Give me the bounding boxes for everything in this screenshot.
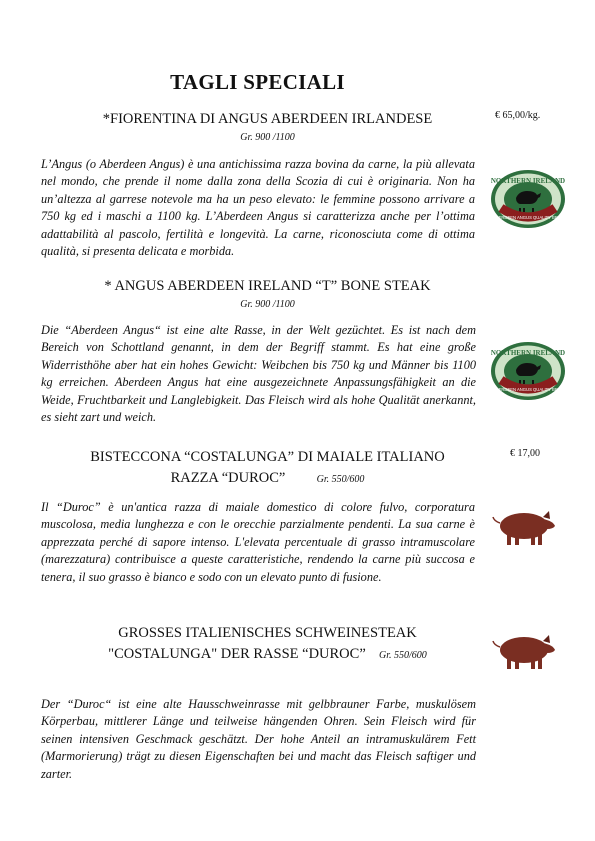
logo-text-top: NORTHERN IRELAND [490,177,566,185]
section-2-description: Die “Aberdeen Angus“ ist eine alte Rasse, in der Welt gezüchtet. Es ist nach dem Bereich von Schottland genannt, in dem der Begriff stammt. Es hat eine große Widerristhöhe aber hat ein hohes Gewicht: Weibchen bis 750 kg und Männer bis 1100 kg erreichen. Aberdeen Angus hat eine ausgezeichnete Anpassungsfähigkeit an die Weide, Fruchtbarkeit und Langlebigkeit. Das Fleisch wird als hohe Qualität anerkannt, es sieht zart und weich. [41,323,476,425]
northern-ireland-angus-logo [489,168,567,230]
section-4-heading-line2-text: "COSTALUNGA" DER RASSE “DUROC” [108,646,366,662]
section-1-weight: Gr. 900 /1100 [240,132,295,143]
section-1-heading: *FIORENTINA DI ANGUS ABERDEEN IRLANDESE [102,111,433,127]
section-1-price: € 65,00/kg. [495,110,541,121]
section-3-description: Il “Duroc” è un'antica razza di maiale domestico di colore fulvo, corporatura muscolosa, media lunghezza e con le orecchie parzialmente pendenti. La sua carne è apprezzata perché di sapore intenso. L'elevata percentuale di grasso intramuscolare (marezzatura) contribuisce a queste caratteristiche, rendendo la carne più succosa e tenera, il suo grasso è bianco e sodo con un elevato punto di fusione. [41,500,475,584]
logo-text-bottom: ABERDEEN ANGUS QUALITY BEEF [493,387,563,392]
section-1-description: L’Angus (o Aberdeen Angus) è una antichissima razza bovina da carne, la più allevata nel mondo, che prende il nome dalla zona della Scozia di cui è originaria. Non ha un’altezza al garrese notevole ma ha un peso elevato: le femmine possono arrivare a 750 kg ed i maschi a 1100 kg. L’Aberdeen Angus si caratterizza anche per l’ottima adattabilità al pascolo, fertilità e longevità. La carne, riconosciuta come di ottima qualità, si presenta delicata e morbida. [41,157,475,259]
section-2-heading: * ANGUS ABERDEEN IRELAND “T” BONE STEAK [104,278,431,294]
section-4-description: Der “Duroc“ ist eine alte Hausschweinrasse mit gelbbrauner Farbe, muskulösem Körperbau, mittlerer Länge und teilweise hängenden Ohren. Sein Fleisch wird für seinen intensiven Geschmack geschätzt. Der hohe Anteil an intramuskulärem Fett (Marmorierung) trägt zu diesen Eigenschaften bei und macht das Fleisch saftiger und zarter. [41,697,476,781]
section-4-heading-line1: GROSSES ITALIENISCHES SCHWEINESTEAK [118,625,417,641]
section-3-heading-line1: BISTECCONA “COSTALUNGA” DI MAIALE ITALIANO [90,449,445,465]
logo-text-top: NORTHERN IRELAND [490,349,566,357]
section-3-heading-line2-text: RAZZA “DUROC” [170,470,286,486]
section-3-weight: Gr. 550/600 [316,474,365,485]
section-3-price: € 17,00 [510,448,540,459]
section-2-weight: Gr. 900 /1100 [240,299,295,310]
duroc-pig-icon [491,630,557,672]
section-4-heading-line2 [40,643,495,667]
page-title: TAGLI SPECIALI [170,70,345,94]
northern-ireland-angus-logo [489,340,567,402]
logo-text-bottom: ABERDEEN ANGUS QUALITY BEEF [493,215,563,220]
section-4-weight: Gr. 550/600 [379,650,427,661]
section-3-heading-line2 [40,467,495,491]
duroc-pig-icon [491,506,557,548]
